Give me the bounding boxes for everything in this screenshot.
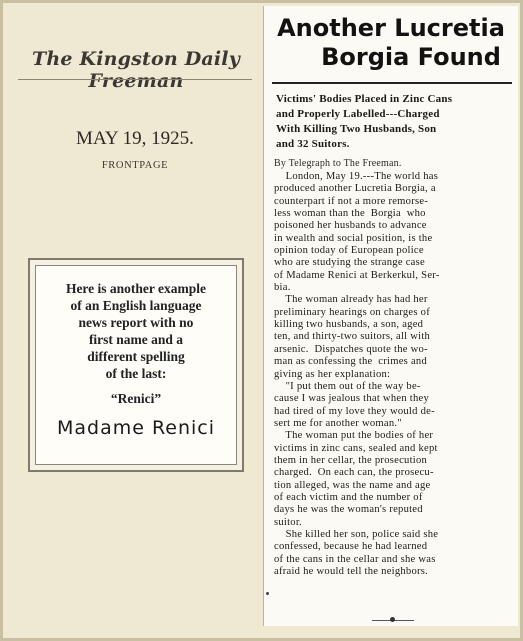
body-line: of Madame Renici at Berkerkul, Ser- (274, 269, 440, 281)
body-line: victims in zinc cans, sealed and kept (274, 442, 438, 454)
subhead-line: Victims' Bodies Placed in Zinc Cans (276, 93, 453, 105)
subhead-line: and Properly Labelled---Charged (276, 108, 440, 120)
body-line: ten, and thirty-two suitors, all with (274, 331, 431, 343)
body-line: less woman than the Borgia who (274, 208, 426, 220)
newspaper-masthead: The Kingston Daily Freeman (32, 48, 240, 92)
body-line: of each victim and the number of (274, 491, 423, 503)
body-line: opinion today of European police (274, 245, 424, 257)
note-line: different spelling (87, 349, 185, 364)
body-line: She killed her son, police said she (274, 528, 439, 540)
body-line: afraid he would tell the neighbors. (274, 566, 429, 577)
article-byline: By Telegraph to The Freeman. (274, 158, 402, 169)
body-line: preliminary hearings on charges of (274, 306, 430, 318)
end-ornament (390, 617, 395, 622)
section-label: FRONTPAGE (101, 160, 169, 171)
body-line: suitor. (274, 516, 302, 528)
headline-rule (272, 82, 512, 84)
body-line: The woman put the bodies of her (274, 430, 434, 442)
body-line: days he was the woman's reputed (274, 504, 423, 516)
note-line: of the last: (105, 366, 167, 381)
note-line: Here is another example (65, 281, 207, 296)
note-box-inner (35, 265, 237, 465)
body-line: arsenic. Dispatches quote the wo- (274, 343, 428, 355)
publication-date: MAY 19, 1925. (76, 128, 194, 149)
article-body (274, 171, 512, 578)
body-line: London, May 19.---The world has (274, 171, 439, 182)
body-line: in wealth and social position, is the (274, 232, 433, 244)
body-line: sert me for another woman." (274, 417, 402, 429)
body-line: of the cans in the cellar and she was (274, 553, 436, 565)
body-line: confessed, because he had learned (274, 541, 428, 553)
subhead-line: With Killing Two Husbands, Son (276, 123, 437, 135)
body-line: "I put them out of the way be- (274, 380, 421, 392)
body-line: counterpart if not a more remorse- (274, 195, 429, 207)
body-line: who are studying the strange case (274, 257, 425, 269)
note-box (28, 258, 244, 472)
margin-mark (266, 592, 269, 595)
body-line: had tired of my love they would de- (274, 405, 435, 417)
body-line: cause I was jealous that when they (274, 393, 429, 405)
body-line: bia. (274, 282, 291, 294)
body-line: giving as her explanation: (274, 368, 391, 380)
masthead-rule (18, 79, 252, 80)
article-subhead (276, 92, 510, 152)
body-line: man as confessing the crimes and (274, 356, 427, 368)
body-line: charged. On each can, the prosecu- (274, 467, 434, 479)
note-quoted-spelling: “Renici” (110, 391, 162, 406)
body-line: them in her cellar, the prosecution (274, 454, 428, 466)
newspaper-clipping (263, 6, 518, 626)
note-line: of an English language (70, 298, 202, 313)
body-line: produced another Lucretia Borgia, a (274, 183, 436, 195)
note-name: Madame Renici (56, 417, 216, 439)
note-line: news report with no (78, 315, 194, 330)
body-line: tion alleged, was the name and age (274, 479, 431, 491)
body-line: killing two husbands, a son, aged (274, 319, 424, 331)
subhead-line: and 32 Suitors. (276, 138, 350, 150)
body-line: poisoned her husbands to advance (274, 220, 427, 232)
headline-line: Borgia Found (321, 43, 501, 71)
headline-line: Another Lucretia (277, 14, 505, 42)
note-line: first name and a (88, 332, 184, 347)
article-headline (264, 14, 518, 72)
body-line: The woman already has had her (274, 294, 428, 306)
